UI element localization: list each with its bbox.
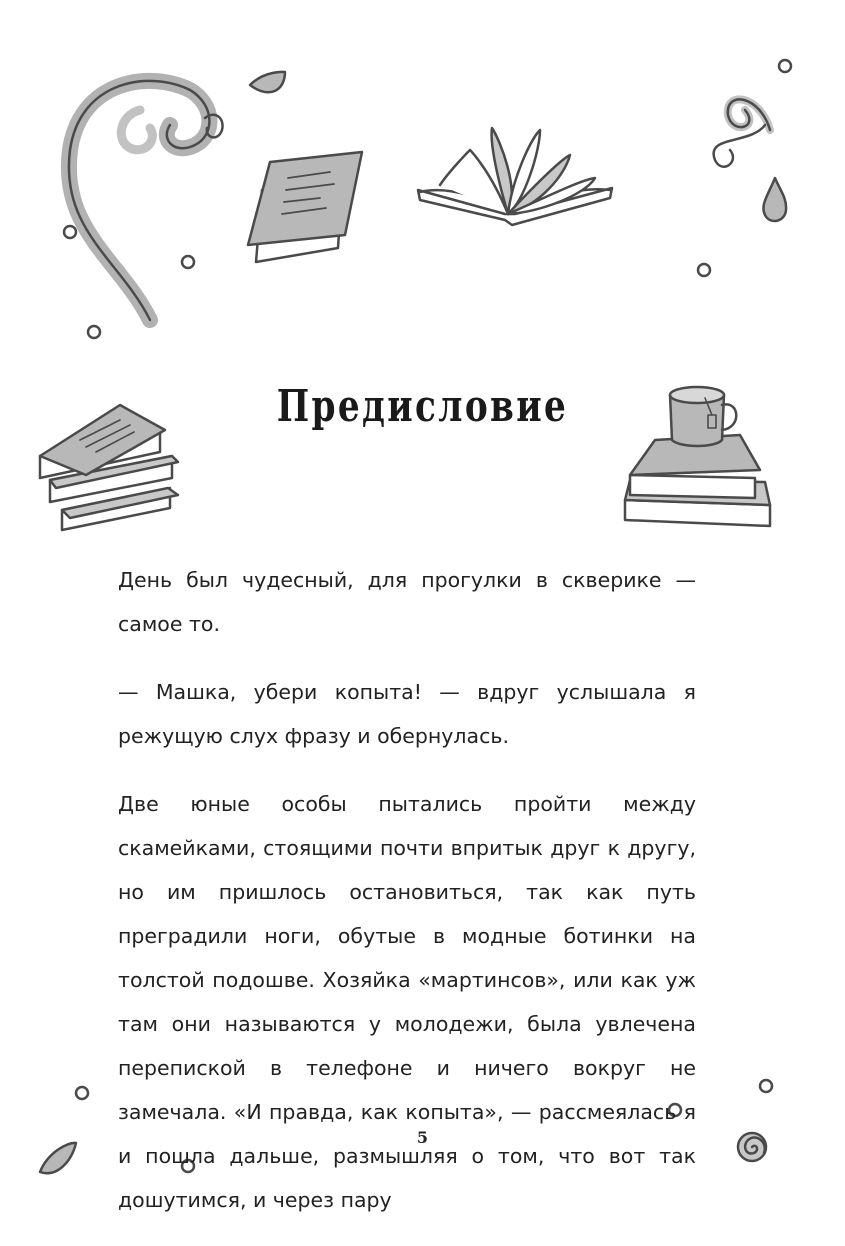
paragraph: День был чудесный, для прогулки в скверике — самое то. <box>118 568 696 636</box>
paragraph: — Машка, убери копыта! — вдруг услышала я режущую слух фразу и обернулась. <box>118 680 696 748</box>
dot-ornament <box>760 1080 772 1092</box>
page-number: 5 <box>416 1128 429 1147</box>
drop-ornament <box>250 72 285 92</box>
drop-ornament <box>40 1143 76 1173</box>
dot-ornament <box>182 256 194 268</box>
dot-ornament <box>64 226 76 238</box>
dot-ornament <box>88 326 100 338</box>
open-book-icon <box>418 128 612 225</box>
dot-ornament <box>779 60 791 72</box>
drop-ornament <box>763 178 786 221</box>
paper-sheets-icon <box>248 152 362 262</box>
page-title: Предисловие <box>276 381 569 433</box>
swirl-ornament <box>714 99 770 166</box>
swirl-ornament <box>69 81 223 320</box>
dot-ornament <box>698 264 710 276</box>
paragraph: Две юные особы пытались пройти между скамейками, стоящими почти впритык друг к другу, но им пришлось остановиться, так как путь преградили ноги, обутые в модные ботинки на толстой подошве. Хозяйка «мартинсов», или как уж там они называются у молодежи, была увлечена перепиской в телефоне и ничего вокруг не замечала. «И правда, как копыта», — рассмеялась я и пошла дальше, размышляя о том, что вот так дошутимся, и через пару <box>118 792 696 1212</box>
dot-ornament <box>76 1087 88 1099</box>
